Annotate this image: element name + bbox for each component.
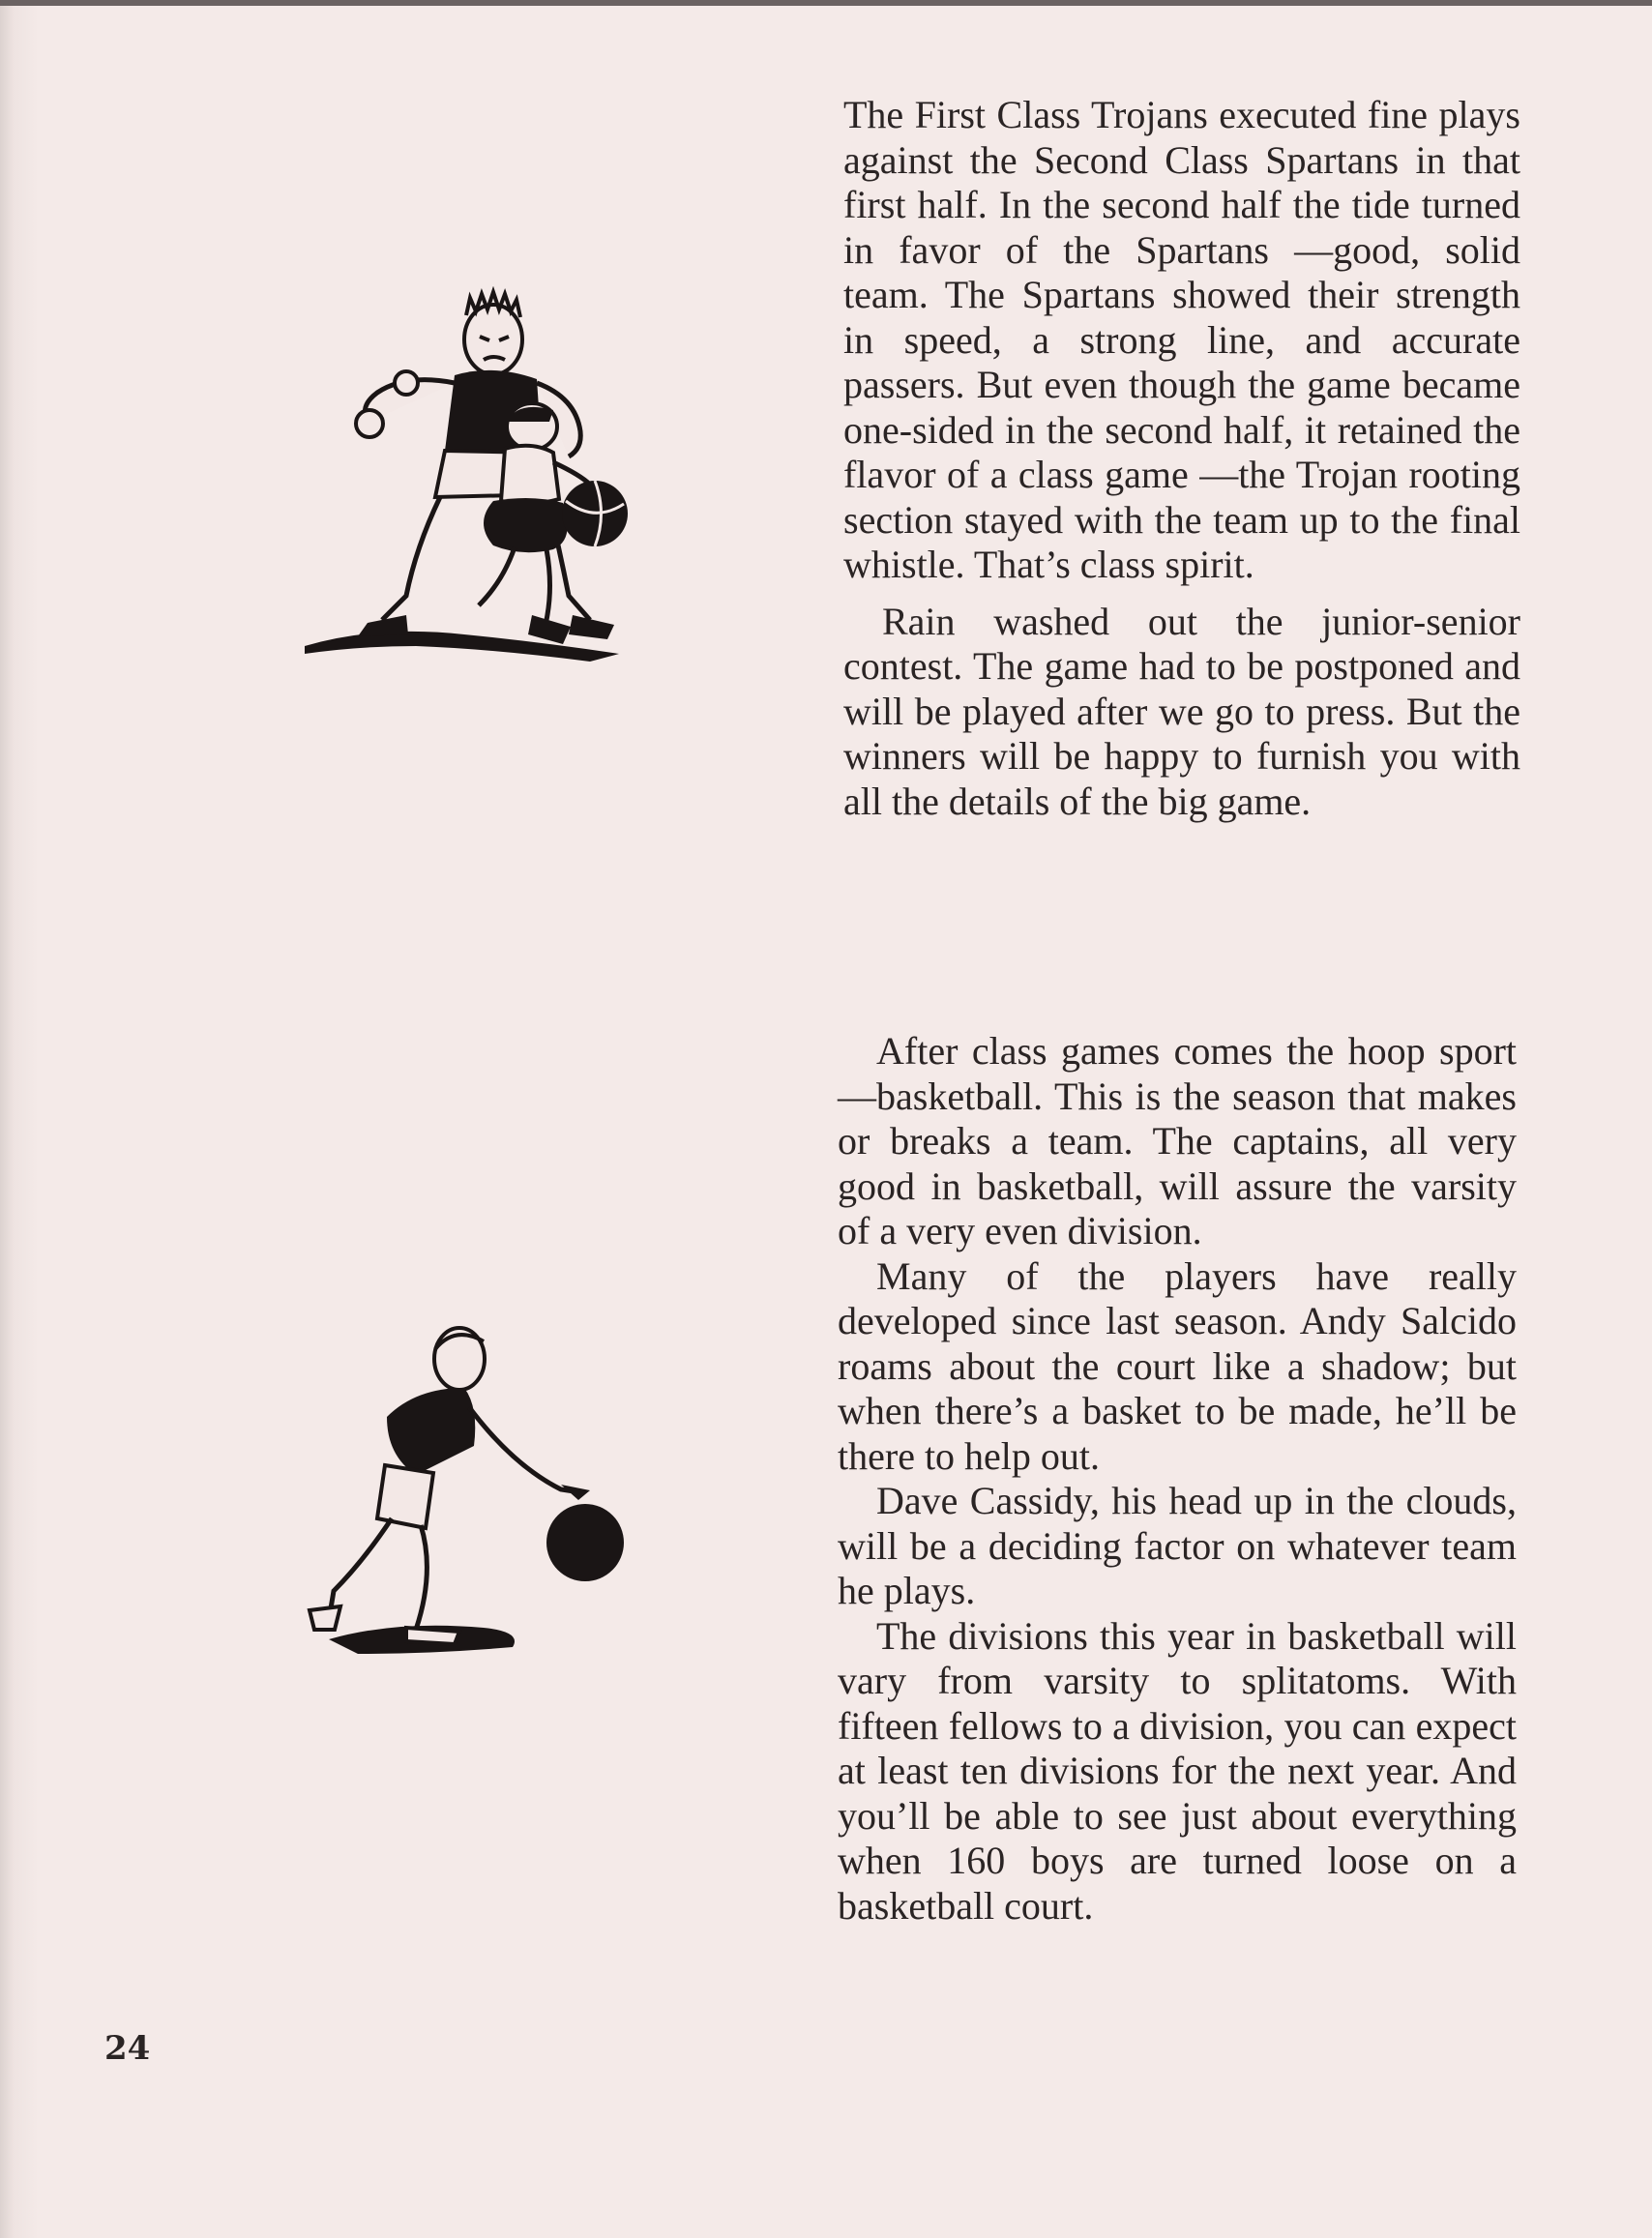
paragraph: After class games comes the hoop sport —basketball. This is the season that makes or breaks a team. The captains, all very good in basketball, will assure the varsity of a very even division. bbox=[838, 1029, 1517, 1252]
basketball-players-scrimmage-icon bbox=[300, 286, 634, 663]
paragraph: Rain washed out the junior-senior contest. The game had to be postponed and will be played after we go to press. But the winners will be happy to furnish you with all the details of the big game. bbox=[843, 599, 1520, 823]
page-number: 24 bbox=[104, 2029, 151, 2068]
article-column-bottom bbox=[838, 1029, 1517, 1929]
paragraph: Many of the players have really developed since last season. Andy Salcido roams about the court like a shadow; but when there’s a basket to be made, he’ll be there to help out. bbox=[838, 1253, 1517, 1478]
paragraph: The First Class Trojans executed fine plays against the Second Class Spartans in that first half. In the second half the tide turned in favor of the Spartans —good, solid team. The Spartans showed their strength in speed, a strong line, and accurate passers. But even though the game became one-sided in the second half, it retained the flavor of a class game —the Trojan rooting section stayed with the team up to the final whistle. That’s class spirit. bbox=[843, 93, 1520, 586]
paragraph: Dave Cassidy, his head up in the clouds, will be a deciding factor on whatever team he plays. bbox=[838, 1479, 1517, 1612]
paragraph: The divisions this year in basketball will vary from varsity to splitatoms. With fifteen fellows to a division, you can expect at least ten divisions for the next year. And you’ll be able to see just about everything when 160 boys are turned loose on a basketball court. bbox=[838, 1613, 1517, 1928]
article-column-top bbox=[843, 93, 1520, 824]
basketball-player-dribbling-icon bbox=[271, 1320, 638, 1673]
